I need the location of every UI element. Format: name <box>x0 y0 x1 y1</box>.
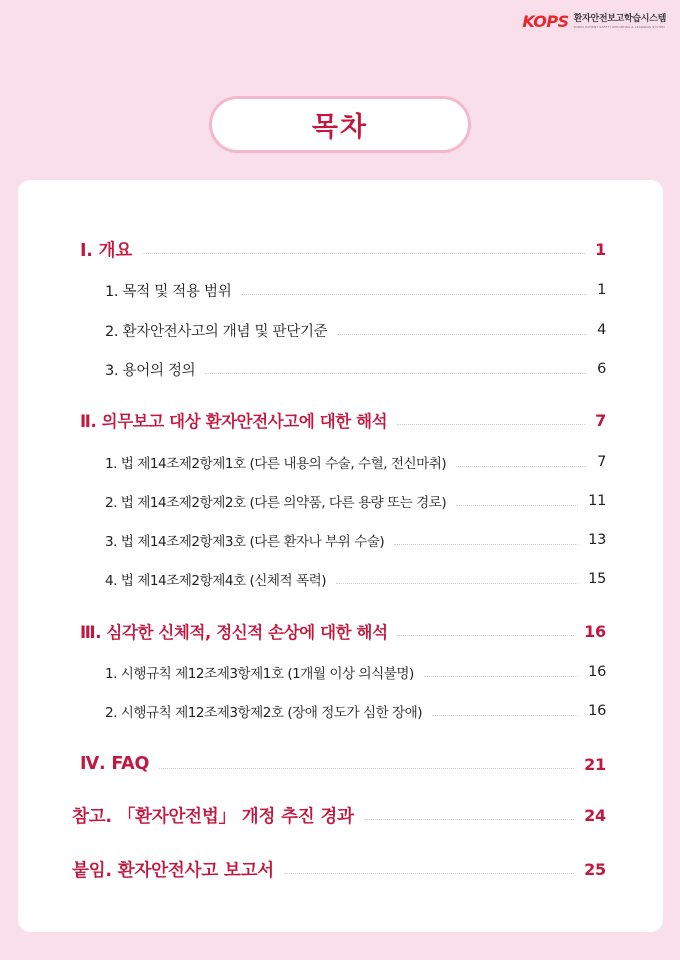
dot-leader <box>456 466 587 467</box>
page-title: 목차 <box>209 96 471 153</box>
toc-entry-label: 4. 법 제14조제2항제4호 (신체적 폭력) <box>105 573 327 589</box>
toc-page-number: 1 <box>597 282 606 298</box>
toc-page-number: 4 <box>597 322 606 338</box>
toc-entry-label: 2. 환자안전사고의 개념 및 판단기준 <box>105 323 328 340</box>
toc-entry-1-1[interactable] <box>105 277 606 303</box>
dot-leader <box>159 768 574 769</box>
dot-leader <box>241 294 587 295</box>
toc-entry-2-4[interactable] <box>105 566 606 592</box>
toc-page-number: 7 <box>595 410 606 430</box>
dot-leader <box>397 424 585 425</box>
toc-entry-label: 3. 법 제14조제2항제3호 (다른 환자나 부위 수술) <box>105 534 385 550</box>
toc-reference[interactable] <box>72 802 606 828</box>
toc-entry-label: 2. 시행규칙 제12조제3항제2호 (장애 정도가 심한 장애) <box>105 705 423 721</box>
toc-entry-1-2[interactable] <box>105 317 606 343</box>
logo-title: 환자안전보고학습시스템 <box>573 13 666 24</box>
dot-leader <box>424 676 578 677</box>
toc-page-number: 6 <box>597 361 606 377</box>
dot-leader <box>364 819 574 820</box>
toc-entry-label: Ⅰ. 개요 <box>80 240 133 261</box>
toc-entry-label: 2. 법 제14조제2항제2호 (다른 의약품, 다른 용량 또는 경로) <box>105 495 447 511</box>
toc-entry-3-2[interactable] <box>105 698 606 724</box>
toc-page-number: 24 <box>584 805 606 825</box>
toc-entry-2-1[interactable] <box>105 449 606 475</box>
toc-page-number: 16 <box>584 621 606 641</box>
toc-entry-2-2[interactable] <box>105 488 606 514</box>
toc-entry-label: 1. 목적 및 적용 범위 <box>105 283 232 300</box>
dot-leader <box>142 253 585 254</box>
toc-entry-label: 붙임. 환자안전사고 보고서 <box>72 860 274 881</box>
logo-mark: KOPS <box>522 12 569 31</box>
toc-entry-label: Ⅳ. FAQ <box>80 754 150 774</box>
toc-entry-label: 1. 시행규칙 제12조제3항제1호 (1개월 이상 의식불명) <box>105 666 414 682</box>
dot-leader <box>432 715 578 716</box>
toc-entry-2-3[interactable] <box>105 527 606 553</box>
toc-section-2[interactable] <box>80 407 606 433</box>
toc-page-number: 13 <box>588 532 606 548</box>
toc-page-number: 7 <box>597 454 606 470</box>
toc-entry-label: Ⅲ. 심각한 신체적, 정신적 손상에 대한 해석 <box>80 623 388 642</box>
dot-leader <box>205 373 587 374</box>
toc-appendix[interactable] <box>72 856 606 882</box>
dot-leader <box>337 334 587 335</box>
toc-card <box>18 180 663 932</box>
toc-section-1[interactable] <box>80 236 606 262</box>
toc-page-number: 1 <box>595 239 606 259</box>
dot-leader <box>336 583 578 584</box>
toc-page-number: 15 <box>588 571 606 587</box>
dot-leader <box>456 505 578 506</box>
toc-entry-label: 참고. 「환자안전법」 개정 추진 경과 <box>72 806 354 827</box>
toc-page-number: 25 <box>584 859 606 879</box>
toc-section-3[interactable] <box>80 618 606 644</box>
toc-entry-3-1[interactable] <box>105 659 606 685</box>
dot-leader <box>394 544 578 545</box>
toc-section-4[interactable] <box>80 751 606 777</box>
toc-page-number: 11 <box>588 493 606 509</box>
kops-logo <box>522 12 666 31</box>
toc-entry-label: 3. 용어의 정의 <box>105 362 196 379</box>
toc-page-number: 16 <box>588 703 606 719</box>
toc-page-number: 16 <box>588 664 606 680</box>
logo-subtitle: KOREA PATIENT SAFETY REPORTING & LEARNING SYSTEM <box>573 24 665 29</box>
toc-entry-label: Ⅱ. 의무보고 대상 환자안전사고에 대한 해석 <box>80 412 388 431</box>
toc-page-number: 21 <box>584 754 606 774</box>
toc-entry-label: 1. 법 제14조제2항제1호 (다른 내용의 수술, 수혈, 전신마취) <box>105 456 447 472</box>
dot-leader <box>398 635 575 636</box>
toc-entry-1-3[interactable] <box>105 356 606 382</box>
dot-leader <box>284 873 574 874</box>
